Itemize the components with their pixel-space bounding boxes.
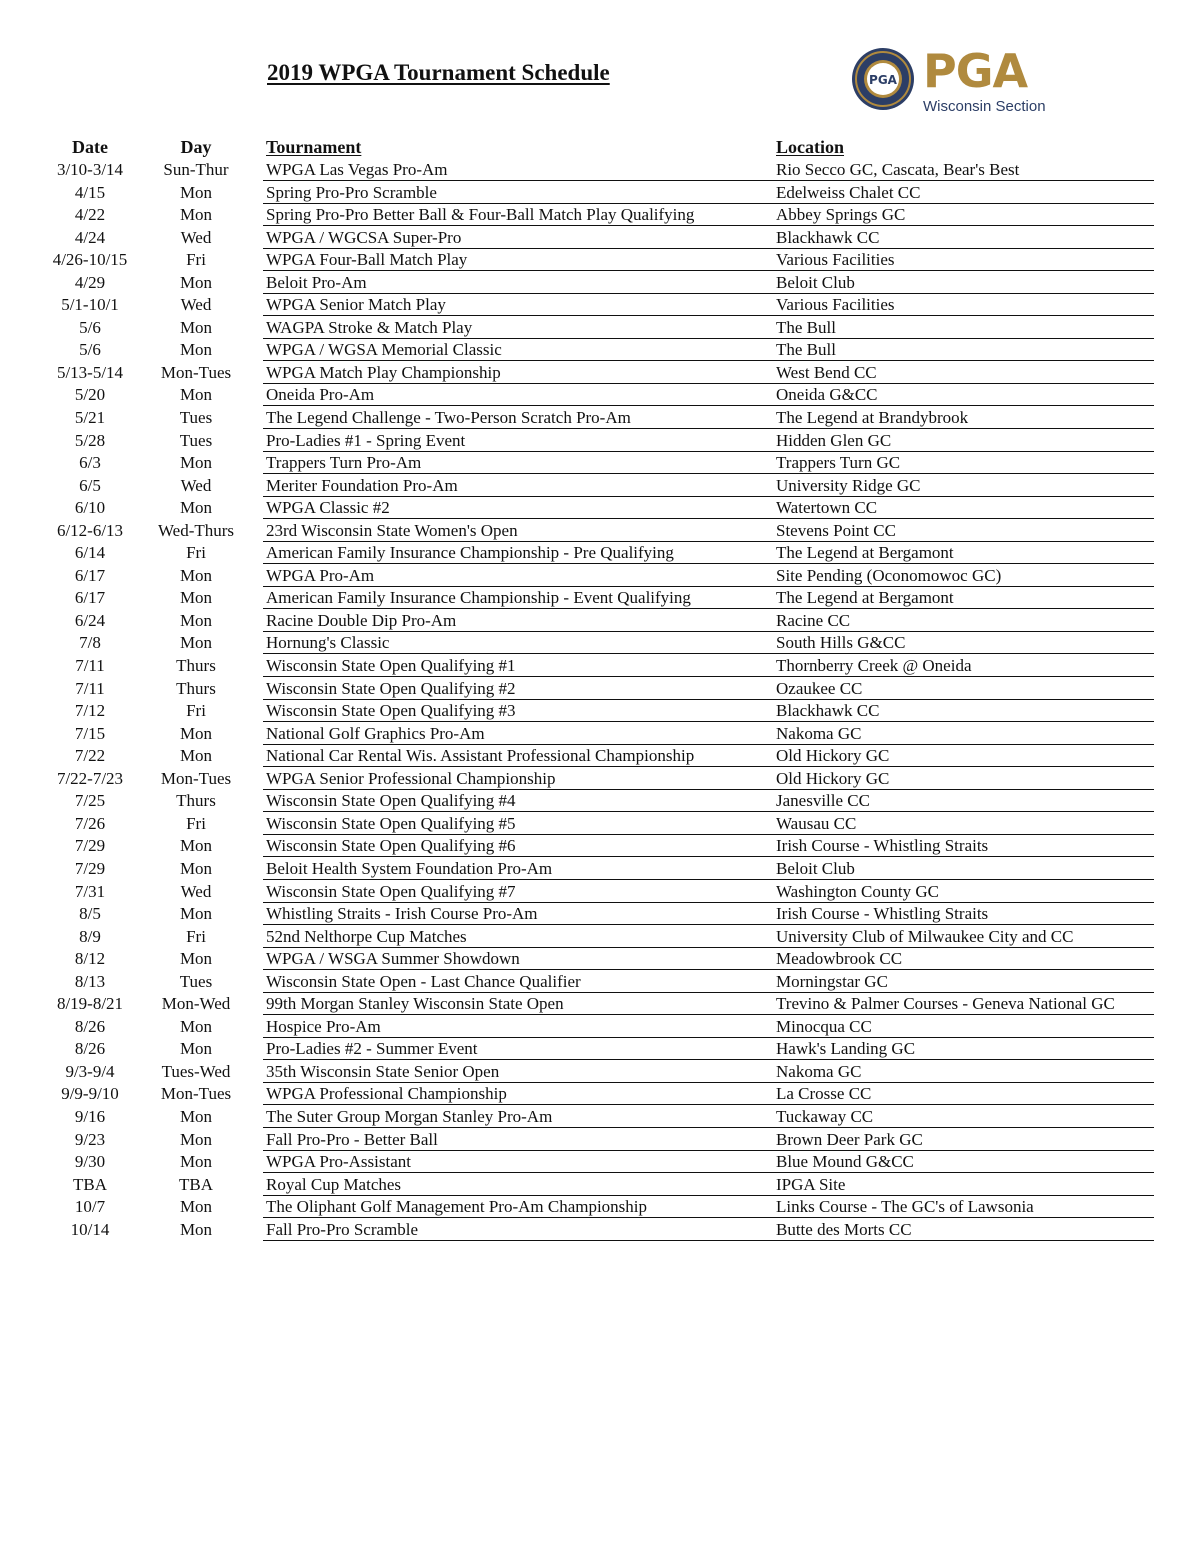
cell-tournament: WPGA Senior Match Play bbox=[263, 294, 774, 316]
cell-tournament: Wisconsin State Open Qualifying #7 bbox=[263, 881, 774, 903]
cell-tournament: WPGA Four-Ball Match Play bbox=[263, 249, 774, 271]
cell-tournament: Pro-Ladies #2 - Summer Event bbox=[263, 1038, 774, 1060]
cell-location: Old Hickory GC bbox=[773, 745, 1154, 767]
cell-day: Thurs bbox=[176, 678, 216, 698]
cell-day: Mon bbox=[179, 453, 213, 473]
cell-day: Mon bbox=[179, 588, 213, 608]
cell-day: Mon-Tues bbox=[160, 362, 232, 382]
cell-location: IPGA Site bbox=[773, 1174, 1154, 1196]
cell-date: 6/10 bbox=[74, 498, 106, 518]
cell-day: Mon bbox=[179, 1016, 213, 1036]
cell-day: TBA bbox=[179, 1174, 213, 1194]
cell-date: 5/6 bbox=[79, 340, 101, 360]
cell-date: 6/12-6/13 bbox=[56, 520, 124, 540]
cell-date: 4/29 bbox=[74, 272, 106, 292]
cell-day: Fri bbox=[186, 543, 206, 563]
cell-tournament: Beloit Pro-Am bbox=[263, 272, 774, 294]
cell-location: Hawk's Landing GC bbox=[773, 1038, 1154, 1060]
cell-tournament: Trappers Turn Pro-Am bbox=[263, 452, 774, 474]
cell-location: Abbey Springs GC bbox=[773, 204, 1154, 226]
cell-date: 4/15 bbox=[74, 182, 106, 202]
table-row bbox=[40, 745, 1155, 768]
table-row bbox=[40, 678, 1155, 701]
header-date-label: Date bbox=[72, 137, 108, 157]
cell-date: 9/23 bbox=[74, 1129, 106, 1149]
cell-day: Mon-Tues bbox=[160, 1084, 232, 1104]
cell-tournament: Racine Double Dip Pro-Am bbox=[263, 610, 774, 632]
logo-wordmark: PGA bbox=[923, 44, 1028, 98]
table-row bbox=[40, 159, 1155, 182]
cell-tournament: Fall Pro-Pro - Better Ball bbox=[263, 1129, 774, 1151]
cell-day: Tues bbox=[179, 971, 213, 991]
cell-date: 8/5 bbox=[79, 904, 101, 924]
cell-tournament: The Legend Challenge - Two-Person Scratch Pro-Am bbox=[263, 407, 774, 429]
cell-tournament: Hospice Pro-Am bbox=[263, 1016, 774, 1038]
cell-tournament: WPGA Las Vegas Pro-Am bbox=[263, 159, 774, 181]
cell-tournament: Meriter Foundation Pro-Am bbox=[263, 475, 774, 497]
table-row bbox=[40, 452, 1155, 475]
cell-day: Wed bbox=[180, 227, 212, 247]
cell-day: Mon bbox=[179, 1152, 213, 1172]
cell-day: Mon bbox=[179, 272, 213, 292]
table-row bbox=[40, 204, 1155, 227]
cell-location: The Bull bbox=[773, 339, 1154, 361]
table-row bbox=[40, 1196, 1155, 1219]
cell-date: 7/22-7/23 bbox=[56, 768, 124, 788]
cell-date: 6/14 bbox=[74, 543, 106, 563]
page-title: 2019 WPGA Tournament Schedule bbox=[267, 60, 610, 85]
cell-tournament: 23rd Wisconsin State Women's Open bbox=[263, 520, 774, 542]
cell-tournament: Wisconsin State Open - Last Chance Qualifier bbox=[263, 971, 774, 993]
cell-date: 5/28 bbox=[74, 430, 106, 450]
cell-location: Irish Course - Whistling Straits bbox=[773, 835, 1154, 857]
table-row bbox=[40, 790, 1155, 813]
cell-location: South Hills G&CC bbox=[773, 632, 1154, 654]
cell-location: The Legend at Brandybrook bbox=[773, 407, 1154, 429]
cell-location: Rio Secco GC, Cascata, Bear's Best bbox=[773, 159, 1154, 181]
cell-day: Mon-Tues bbox=[160, 768, 232, 788]
table-row bbox=[40, 723, 1155, 746]
cell-location: Hidden Glen GC bbox=[773, 430, 1154, 452]
cell-tournament: The Oliphant Golf Management Pro-Am Championship bbox=[263, 1196, 774, 1218]
table-row bbox=[40, 1151, 1155, 1174]
cell-tournament: WPGA / WSGA Summer Showdown bbox=[263, 948, 774, 970]
table-row bbox=[40, 632, 1155, 655]
cell-tournament: Fall Pro-Pro Scramble bbox=[263, 1219, 774, 1241]
table-row bbox=[40, 317, 1155, 340]
cell-date: 5/6 bbox=[79, 317, 101, 337]
table-row bbox=[40, 993, 1155, 1016]
cell-day: Mon bbox=[179, 182, 213, 202]
cell-date: 5/20 bbox=[74, 385, 106, 405]
header-tournament: Tournament bbox=[266, 137, 362, 157]
cell-day: Mon bbox=[179, 205, 213, 225]
cell-tournament: WPGA Match Play Championship bbox=[263, 362, 774, 384]
table-row bbox=[40, 700, 1155, 723]
cell-location: University Club of Milwaukee City and CC bbox=[773, 926, 1154, 948]
cell-tournament: Wisconsin State Open Qualifying #3 bbox=[263, 700, 774, 722]
cell-date: 6/24 bbox=[74, 610, 106, 630]
cell-day: Mon bbox=[179, 904, 213, 924]
cell-day: Mon bbox=[179, 746, 213, 766]
pga-seal-icon bbox=[850, 46, 916, 112]
cell-day: Mon bbox=[179, 565, 213, 585]
cell-location: Irish Course - Whistling Straits bbox=[773, 903, 1154, 925]
cell-location: Ozaukee CC bbox=[773, 678, 1154, 700]
cell-tournament: The Suter Group Morgan Stanley Pro-Am bbox=[263, 1106, 774, 1128]
cell-date: 9/30 bbox=[74, 1152, 106, 1172]
cell-date: 5/1-10/1 bbox=[61, 295, 119, 315]
table-row bbox=[40, 1219, 1155, 1242]
cell-day: Mon bbox=[179, 723, 213, 743]
cell-day: Sun-Thur bbox=[163, 160, 229, 179]
cell-location: Various Facilities bbox=[773, 294, 1154, 316]
cell-date: 6/17 bbox=[74, 565, 106, 585]
cell-date: 10/14 bbox=[70, 1219, 110, 1239]
cell-day: Mon bbox=[179, 633, 213, 653]
cell-location: Blackhawk CC bbox=[773, 700, 1154, 722]
cell-location: Stevens Point CC bbox=[773, 520, 1154, 542]
cell-day: Mon bbox=[179, 610, 213, 630]
table-row bbox=[40, 384, 1155, 407]
cell-location: Thornberry Creek @ Oneida bbox=[773, 655, 1154, 677]
cell-location: Site Pending (Oconomowoc GC) bbox=[773, 565, 1154, 587]
cell-day: Mon bbox=[179, 1106, 213, 1126]
table-row bbox=[40, 1061, 1155, 1084]
cell-tournament: Spring Pro-Pro Scramble bbox=[263, 182, 774, 204]
cell-day: Mon bbox=[179, 1129, 213, 1149]
cell-day: Mon bbox=[179, 836, 213, 856]
cell-location: Trevino & Palmer Courses - Geneva National GC bbox=[773, 993, 1154, 1015]
cell-location: Racine CC bbox=[773, 610, 1154, 632]
cell-tournament: Oneida Pro-Am bbox=[263, 384, 774, 406]
table-row bbox=[40, 835, 1155, 858]
cell-location: Trappers Turn GC bbox=[773, 452, 1154, 474]
table-row bbox=[40, 339, 1155, 362]
table-row bbox=[40, 1129, 1155, 1152]
cell-date: 7/11 bbox=[75, 678, 105, 698]
cell-date: 8/19-8/21 bbox=[56, 994, 124, 1014]
cell-day: Fri bbox=[186, 701, 206, 721]
cell-location: Butte des Morts CC bbox=[773, 1219, 1154, 1241]
cell-location: The Legend at Bergamont bbox=[773, 542, 1154, 564]
cell-day: Tues-Wed bbox=[161, 1061, 231, 1081]
cell-date: 7/15 bbox=[74, 723, 106, 743]
table-row bbox=[40, 182, 1155, 205]
cell-date: 6/17 bbox=[74, 588, 106, 608]
table-row bbox=[40, 565, 1155, 588]
cell-date: 5/13-5/14 bbox=[56, 362, 124, 382]
cell-tournament: WPGA Professional Championship bbox=[263, 1083, 774, 1105]
cell-day: Mon bbox=[179, 1219, 213, 1239]
cell-tournament: WPGA / WGCSA Super-Pro bbox=[263, 227, 774, 249]
cell-date: 7/29 bbox=[74, 858, 106, 878]
cell-tournament: Beloit Health System Foundation Pro-Am bbox=[263, 858, 774, 880]
table-row bbox=[40, 249, 1155, 272]
cell-location: University Ridge GC bbox=[773, 475, 1154, 497]
cell-tournament: Hornung's Classic bbox=[263, 632, 774, 654]
table-row bbox=[40, 227, 1155, 250]
header-location: Location bbox=[776, 137, 845, 157]
cell-location: West Bend CC bbox=[773, 362, 1154, 384]
table-row bbox=[40, 294, 1155, 317]
cell-date: 7/12 bbox=[74, 701, 106, 721]
cell-day: Mon-Wed bbox=[161, 994, 231, 1014]
cell-tournament: WPGA Pro-Assistant bbox=[263, 1151, 774, 1173]
cell-location: Wausau CC bbox=[773, 813, 1154, 835]
cell-location: Janesville CC bbox=[773, 790, 1154, 812]
cell-location: The Legend at Bergamont bbox=[773, 587, 1154, 609]
cell-tournament: Wisconsin State Open Qualifying #6 bbox=[263, 835, 774, 857]
table-row bbox=[40, 1174, 1155, 1197]
schedule-table bbox=[40, 159, 1155, 1241]
table-row bbox=[40, 903, 1155, 926]
cell-location: Beloit Club bbox=[773, 272, 1154, 294]
cell-date: 7/11 bbox=[75, 656, 105, 676]
cell-tournament: Wisconsin State Open Qualifying #4 bbox=[263, 790, 774, 812]
cell-date: 7/8 bbox=[79, 633, 101, 653]
cell-location: Tuckaway CC bbox=[773, 1106, 1154, 1128]
cell-location: Oneida G&CC bbox=[773, 384, 1154, 406]
table-row bbox=[40, 430, 1155, 453]
cell-date: TBA bbox=[73, 1174, 107, 1194]
cell-day: Fri bbox=[186, 813, 206, 833]
cell-date: 4/22 bbox=[74, 205, 106, 225]
cell-date: 8/9 bbox=[79, 926, 101, 946]
cell-date: 5/21 bbox=[74, 408, 106, 428]
cell-day: Mon bbox=[179, 317, 213, 337]
cell-date: 9/3-9/4 bbox=[65, 1061, 115, 1081]
cell-location: Morningstar GC bbox=[773, 971, 1154, 993]
table-row bbox=[40, 1106, 1155, 1129]
cell-tournament: 35th Wisconsin State Senior Open bbox=[263, 1061, 774, 1083]
table-row bbox=[40, 948, 1155, 971]
cell-location: Watertown CC bbox=[773, 497, 1154, 519]
cell-tournament: American Family Insurance Championship - Pre Qualifying bbox=[263, 542, 774, 564]
cell-date: 7/29 bbox=[74, 836, 106, 856]
cell-location: Various Facilities bbox=[773, 249, 1154, 271]
table-row bbox=[40, 362, 1155, 385]
cell-tournament: Wisconsin State Open Qualifying #5 bbox=[263, 813, 774, 835]
cell-day: Mon bbox=[179, 1039, 213, 1059]
cell-location: Beloit Club bbox=[773, 858, 1154, 880]
cell-date: 9/16 bbox=[74, 1106, 106, 1126]
cell-date: 7/22 bbox=[74, 746, 106, 766]
table-row bbox=[40, 520, 1155, 543]
table-row bbox=[40, 1038, 1155, 1061]
seal-text: PGA bbox=[869, 73, 897, 87]
cell-tournament: National Car Rental Wis. Assistant Professional Championship bbox=[263, 745, 774, 767]
table-row bbox=[40, 542, 1155, 565]
cell-date: 9/9-9/10 bbox=[61, 1084, 119, 1104]
cell-day: Wed bbox=[180, 881, 212, 901]
cell-tournament: WPGA / WGSA Memorial Classic bbox=[263, 339, 774, 361]
cell-day: Tues bbox=[179, 430, 213, 450]
cell-date: 8/12 bbox=[74, 949, 106, 969]
cell-day: Mon bbox=[179, 340, 213, 360]
cell-day: Mon bbox=[179, 858, 213, 878]
cell-tournament: Spring Pro-Pro Better Ball & Four-Ball Match Play Qualifying bbox=[263, 204, 774, 226]
cell-day: Thurs bbox=[176, 791, 216, 811]
cell-date: 7/31 bbox=[74, 881, 106, 901]
table-row bbox=[40, 587, 1155, 610]
cell-tournament: American Family Insurance Championship - Event Qualifying bbox=[263, 587, 774, 609]
cell-tournament: 99th Morgan Stanley Wisconsin State Open bbox=[263, 993, 774, 1015]
table-row bbox=[40, 971, 1155, 994]
cell-tournament: WPGA Senior Professional Championship bbox=[263, 768, 774, 790]
cell-location: Brown Deer Park GC bbox=[773, 1129, 1154, 1151]
cell-day: Wed-Thurs bbox=[157, 520, 235, 540]
cell-location: Blue Mound G&CC bbox=[773, 1151, 1154, 1173]
cell-day: Thurs bbox=[176, 656, 216, 676]
cell-day: Mon bbox=[179, 498, 213, 518]
table-row bbox=[40, 407, 1155, 430]
table-row bbox=[40, 768, 1155, 791]
table-row bbox=[40, 475, 1155, 498]
table-row bbox=[40, 881, 1155, 904]
table-row bbox=[40, 610, 1155, 633]
cell-day: Wed bbox=[180, 295, 212, 315]
cell-day: Tues bbox=[179, 408, 213, 428]
cell-date: 6/5 bbox=[79, 475, 101, 495]
cell-day: Mon bbox=[179, 1197, 213, 1217]
cell-tournament: WPGA Pro-Am bbox=[263, 565, 774, 587]
cell-location: Nakoma GC bbox=[773, 1061, 1154, 1083]
pga-logo bbox=[850, 42, 1080, 122]
cell-date: 3/10-3/14 bbox=[56, 160, 124, 179]
cell-location: Links Course - The GC's of Lawsonia bbox=[773, 1196, 1154, 1218]
logo-subtitle: Wisconsin Section bbox=[923, 98, 1046, 115]
cell-date: 6/3 bbox=[79, 453, 101, 473]
cell-location: La Crosse CC bbox=[773, 1083, 1154, 1105]
header-day-label: Day bbox=[180, 137, 212, 157]
cell-day: Fri bbox=[186, 926, 206, 946]
cell-day: Mon bbox=[179, 949, 213, 969]
cell-location: Edelweiss Chalet CC bbox=[773, 182, 1154, 204]
cell-tournament: Whistling Straits - Irish Course Pro-Am bbox=[263, 903, 774, 925]
cell-location: Old Hickory GC bbox=[773, 768, 1154, 790]
cell-date: 4/24 bbox=[74, 227, 106, 247]
cell-date: 8/26 bbox=[74, 1016, 106, 1036]
cell-date: 8/13 bbox=[74, 971, 106, 991]
cell-location: Meadowbrook CC bbox=[773, 948, 1154, 970]
table-row bbox=[40, 858, 1155, 881]
cell-location: Nakoma GC bbox=[773, 723, 1154, 745]
cell-tournament: National Golf Graphics Pro-Am bbox=[263, 723, 774, 745]
cell-date: 10/7 bbox=[74, 1197, 106, 1217]
cell-tournament: Wisconsin State Open Qualifying #1 bbox=[263, 655, 774, 677]
table-row bbox=[40, 655, 1155, 678]
cell-day: Fri bbox=[186, 250, 206, 270]
cell-date: 8/26 bbox=[74, 1039, 106, 1059]
cell-day: Mon bbox=[179, 385, 213, 405]
cell-tournament: Pro-Ladies #1 - Spring Event bbox=[263, 430, 774, 452]
cell-location: Blackhawk CC bbox=[773, 227, 1154, 249]
table-row bbox=[40, 272, 1155, 295]
table-row bbox=[40, 1016, 1155, 1039]
cell-location: The Bull bbox=[773, 317, 1154, 339]
cell-tournament: 52nd Nelthorpe Cup Matches bbox=[263, 926, 774, 948]
cell-day: Wed bbox=[180, 475, 212, 495]
cell-date: 7/25 bbox=[74, 791, 106, 811]
cell-tournament: WAGPA Stroke & Match Play bbox=[263, 317, 774, 339]
table-row bbox=[40, 1083, 1155, 1106]
cell-tournament: WPGA Classic #2 bbox=[263, 497, 774, 519]
cell-location: Washington County GC bbox=[773, 881, 1154, 903]
cell-tournament: Royal Cup Matches bbox=[263, 1174, 774, 1196]
cell-tournament: Wisconsin State Open Qualifying #2 bbox=[263, 678, 774, 700]
table-row bbox=[40, 926, 1155, 949]
table-row bbox=[40, 497, 1155, 520]
table-row bbox=[40, 813, 1155, 836]
cell-date: 7/26 bbox=[74, 813, 106, 833]
cell-date: 4/26-10/15 bbox=[52, 250, 128, 270]
cell-location: Minocqua CC bbox=[773, 1016, 1154, 1038]
